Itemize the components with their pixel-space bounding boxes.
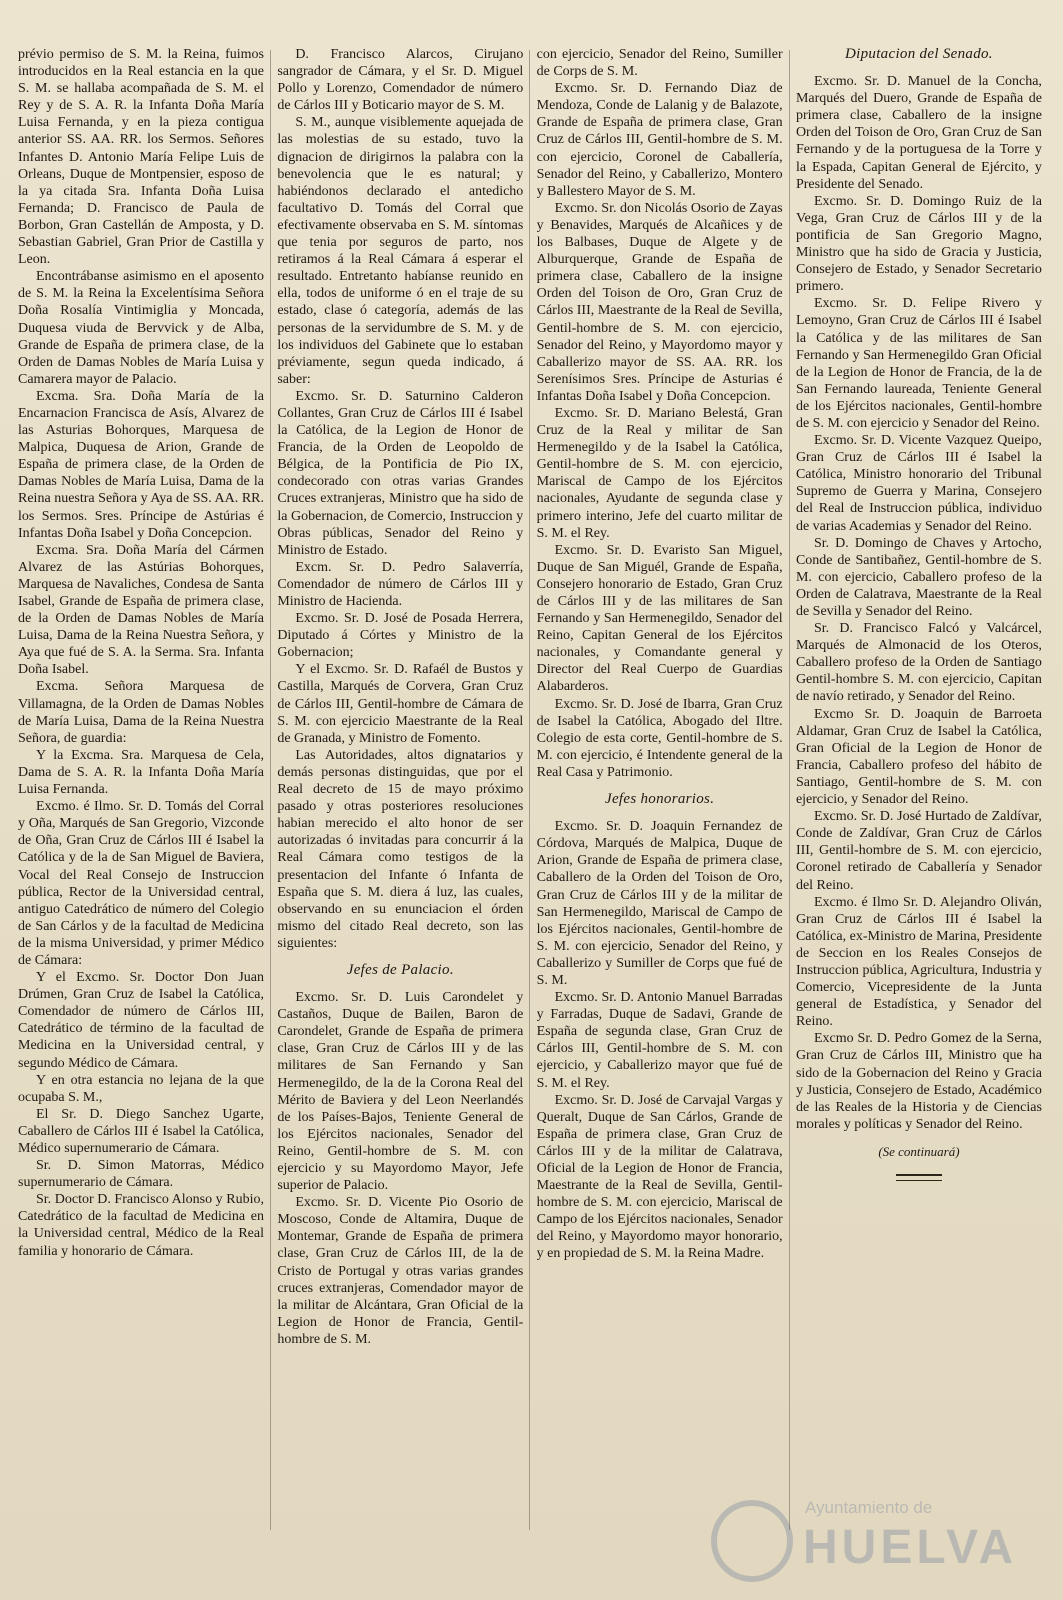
paragraph: Excmo. Sr. D. José de Posada Herrera, Diputado á Córtes y Ministro de la Gobernacion; [277, 611, 524, 661]
watermark-top-text: Ayuntamiento de [805, 1498, 933, 1517]
paragraph: Excmo. é Ilmo. Sr. D. Tomás del Corral y Oña, Marqués de San Gregorio, Vizconde de Oña, Gran Cruz de Cárlos III é Isabel la Católica y de la de San Miguel de Baviera, Vocal del Real Consejo de Instruccion pública, Rector de la Universidad central, antiguo Catedrático de número del Colegio de San Cárlos y de la facultad de Medicina de la misma Universidad, y primer Médico de Cámara: [18, 799, 264, 968]
paragraph: Excma. Señora Marquesa de Villamagna, de la Orden de Damas Nobles de María Luisa, Dama de la Reina Nuestra Señora, de guardia: [18, 679, 264, 746]
paragraph: Excmo. Sr. D. Antonio Manuel Barradas y Farradas, Duque de Sadavi, Grande de España de segunda clase, Gran Cruz de Cárlos III, Gentil-hombre de S. M. con ejercicio, y Caballerizo mayor que fué de S. M. el Rey. [536, 990, 783, 1091]
paragraph: Excmo. Sr. D. Vicente Pio Osorio de Moscoso, Conde de Altamira, Duque de Montemar, Grande de España de primera clase, Gran Cruz de Cárlos III, de la de Cristo de Portugal y otras varias grandes cruces extranjeras, Comendador mayor de la militar de Alcántara, Gran Oficial de la Legion de Honor de Francia, Gentil-hombre de S. M. [277, 1195, 524, 1347]
paragraph: Y la Excma. Sra. Marquesa de Cela, Dama de S. A. R. la Infanta Doña María Luisa Fernanda. [18, 747, 264, 798]
paragraph: Excmo. Sr. D. Mariano Belestá, Gran Cruz de la Real y militar de San Hermenegildo y de la Isabel la Católica, Gentil-hombre de S. M. con ejercicio, Mariscal de Campo de los Ejércitos nacionales, Ayudante de segunda clase y primero interino, Jefe del cuarto militar de S. M. el Rey. [536, 405, 783, 541]
columns [18, 46, 1042, 1566]
paragraph: Excmo. Sr. D. Domingo Ruiz de la Vega, Gran Cruz de Cárlos III y de la pontificia de San Gregorio Magno, Ministro que ha sido de Gracia y Justicia, Consejero de Estado, y Senador Secretario primero. [795, 193, 1042, 295]
paragraph: Excmo. Sr. D. Vicente Vazquez Queipo, Gran Cruz de Cárlos III é Isabel la Católica, Ministro honorario del Tribunal Supremo de Guerra y Marina, Consejero del Real de Instruccion pública, individuo de varias Academias y Senador del Reino. [795, 433, 1042, 534]
paragraph: S. M., aunque visiblemente aquejada de las molestias de su estado, tuvo la dignacion de dirigirnos la palabra con la benevolencia que le es natural; y habiéndonos declarado el antedicho facultativo D. Tomás del Corral que efectivamente observaba en S. M. síntomas que tenia por seguros de parto, nos retiramos á la Real Cámara á esperar el resultado. Entretanto habíanse reunido en ella, todos de uniforme ó en el traje de su estado, clase ó categoría, además de las personas de la servidumbre de S. M. y de los individuos del Gabinete que lo estaban préviamente, segun queda indicado, á saber: [277, 115, 524, 387]
column-divider [270, 50, 271, 1530]
column-4 [796, 46, 1042, 1566]
section-heading: Jefes honorarios. [604, 791, 715, 808]
paragraph: Y el Excmo. Sr. D. Rafaél de Bustos y Castilla, Marqués de Corvera, Gran Cruz de Cárlos III, Gentil-hombre de Cámara de S. M. con ejercicio Maestrante de la Real de Granada, y Ministro de Fomento. [277, 662, 524, 746]
end-rule [896, 1174, 942, 1181]
paragraph: Excma. Sra. Doña María del Cármen Alvarez de las Astúrias Bohorques, Marquesa de Navaliches, Condesa de Santa Isabel, Grande de España de primera clase, de la Orden de Damas Nobles de María Luisa, Dama de la Reina Nuestra Señora, y Aya que fué de S. A. la Serma. Sra. Infanta Doña Isabel. [18, 542, 264, 678]
section-heading: Diputacion del Senado. [845, 46, 993, 62]
paragraph: D. Francisco Alarcos, Cirujano sangrador de Cámara, y el Sr. D. Miguel Pollo y Lorenzo, Comendador de número de Cárlos III y Boticario mayor de S. M. [277, 47, 524, 114]
paragraph: Excmo. Sr. D. Evaristo San Miguel, Duque de San Miguél, Grande de España, Consejero honorario de Estado, Gran Cruz de Cárlos III y de las militares de San Fernando y San Hermenegildo, Senador del Reino, Capitan General de los Ejércitos nacionales, y Comandante general y Director del Real Cuerpo de Guardias Alabarderos. [536, 542, 783, 695]
paragraph: Excmo Sr. D. Pedro Gomez de la Serna, Gran Cruz de Cárlos III, Ministro que ha sido de la Gobernacion del Reino y Gracia y Justicia, Consejero de Estado, Académico de las Reales de la Historia y de Ciencias morales y políticas y Senador del Reino. [795, 1031, 1042, 1132]
column-1 [18, 46, 264, 1566]
paragraph: Excmo. Sr. D. José de Ibarra, Gran Cruz de Isabel la Católica, Abogado del Iltre. Colegio de esta corte, Gentil-hombre de S. M. con ejercicio, é Intendente general de la Real Casa y Patrimonio. [536, 696, 783, 780]
paragraph: Sr. D. Domingo de Chaves y Artocho, Conde de Santibañez, Gentil-hombre de S. M. con ejercicio, Caballero profeso de la Orden de Calatrava, Maestrante de la Real de Sevilla y Senador del Reino. [795, 535, 1042, 619]
paragraph: Excmo. Sr. D. Joaquin Fernandez de Córdova, Marqués de Malpica, Duque de Arion, Grande de España de primera clase, Caballero de la Orden del Toison de Oro, Gran Cruz de Cárlos III y de la militar de San Hermenegildo, Mariscal de Campo de los Ejércitos nacionales, Gentil-hombre de S. M. con ejercicio, Senador del Reino, y Caballerizo y Sumiller de Corps que fué de S. M. [536, 819, 783, 988]
column-divider [529, 50, 530, 1530]
paragraph: Excma. Sra. Doña María de la Encarnacion Francisca de Asís, Alvarez de las Asturias Bohorques, Marquesa de Malpica, Duquesa de Arion, Grande de España de primera clase, de la Orden de Damas Nobles de María Luisa, Dama de la Reina nuestra Señora y Aya de SS. AA. RR. los Sermos. Sres. Príncipe de Astúrias é Infantas Doña Isabel y Doña Concepcion. [18, 388, 264, 541]
paragraph: Encontrábanse asimismo en el aposento de S. M. la Reina la Excelentísima Señora Doña Rosalía Vintimiglia y Moncada, Duquesa viuda de Bervvick y de Alba, Grande de España de primera clase, de la Orden de Damas Nobles de María Luisa y Camarera mayor de Palacio. [18, 269, 264, 387]
paragraph: El Sr. D. Diego Sanchez Ugarte, Caballero de Cárlos III é Isabel la Católica, Médico supernumerario de Cámara. [18, 1106, 264, 1156]
paragraph: Excmo. Sr. D. Luis Carondelet y Castaños, Duque de Bailen, Baron de Carondelet, Grande de España de primera clase, Gran Cruz de Cárlos III y de las militares de San Fernando y San Hermenegildo, de la de la Corona Real del Mérito de Baviera y del Leon Neerlandés de los Países-Bajos, Teniente General de los Ejércitos nacionales, Senador del Reino, Gentil-hombre de S. M. con ejercicio y su Mayordomo Mayor, Jefe superior de Palacio. [277, 990, 524, 1194]
paragraph: Y el Excmo. Sr. Doctor Don Juan Drúmen, Gran Cruz de Isabel la Católica, Comendador de número de Cárlos III, Catedrático de término de la facultad de Medicina en la Universidad central, y segundo Médico de Cámara. [18, 970, 264, 1071]
paragraph: Excmo. Sr. D. José de Carvajal Vargas y Queralt, Duque de San Cárlos, Grande de España de primera clase, Gran Cruz de Cárlos III y de la militar de Calatrava, Oficial de la Legion de Honor de Francia, Maestrante de la Real de Sevilla, Gentil-hombre de S. M. con ejercicio, Mariscal de Campo de los Ejércitos nacionales, Senador del Reino, y Mayordomo mayor honorario, y en propiedad de S. M. la Reina Madre. [536, 1092, 783, 1262]
paragraph: Excmo. Sr. D. Fernando Diaz de Mendoza, Conde de Lalanig y de Balazote, Grande de España de primera clase, Gran Cruz de Cárlos III, Gentil-hombre de S. M. con ejercicio, Coronel de Caballería, Senador del Reino, y Caballerizo, Montero y Ballestero Mayor de S. M. [536, 81, 783, 199]
section-heading: Jefes de Palacio. [346, 961, 454, 978]
paragraph: Sr. D. Simon Matorras, Médico supernumerario de Cámara. [18, 1158, 264, 1191]
archive-watermark [711, 1490, 1041, 1582]
paragraph: Sr. Doctor D. Francisco Alonso y Rubio, Catedrático de la facultad de Medicina en la Universidad central, Médico de la Real familia y honorario de Cámara. [18, 1192, 264, 1259]
column-2 [277, 46, 523, 1566]
paragraph: con ejercicio, Senador del Reino, Sumiller de Corps de S. M. [536, 47, 783, 80]
paragraph: Y en otra estancia no lejana de la que ocupaba S. M., [18, 1072, 264, 1105]
column-divider [789, 50, 790, 1530]
paragraph: Excmo. Sr. D. José Hurtado de Zaldívar, Conde de Zaldívar, Gran Cruz de Cárlos III, Gentil-hombre de S. M. con ejercicio, Coronel retirado de Caballería y Senador del Reino. [795, 809, 1042, 893]
paragraph: Las Autoridades, altos dignatarios y demás personas distinguidas, que por el Real decreto de 15 de mayo próximo pasado y otras posteriores resoluciones habian merecido el alto honor de ser autorizadas ó invitadas para concurrir á la Real Cámara como testigos de la presentacion del Infante ó Infanta de España que S. M. diera á luz, las cuales, observando en su enunciacion el órden mismo del citado Real decreto, son las siguientes: [277, 747, 524, 951]
continuation-note: (Se continuará) [878, 1143, 960, 1159]
paragraph: Excmo Sr. D. Joaquin de Barroeta Aldamar, Gran Cruz de Isabel la Católica, Gran Oficial de la Legion de Honor de Francia, Caballero profeso del hábito de Santiago, Gentil-hombre de S. M. con ejercicio, y Senador del Reino. [795, 706, 1042, 808]
paragraph: Excmo. Sr. don Nicolás Osorio de Zayas y Benavides, Marqués de Alcañices y de los Balbases, Duque de Algete y de Alburquerque, Grande de España de primera clase, Caballero de la insigne Orden del Toison de Oro, Gran Cruz de Cárlos III, Maestrante de la Real de Sevilla, Gentil-hombre de S. M. con ejercicio, Senador del Reino, y Mayordomo mayor y Caballerizo mayor de SS. AA. RR. los Serenísimos Sres. Príncipe de Asturias é Infantas Doña Isabel y Doña Concepcion. [536, 200, 783, 404]
paragraph: Excm. Sr. D. Pedro Salaverría, Comendador de número de Cárlos III y Ministro de Hacienda. [277, 559, 524, 609]
paragraph: Excmo. Sr. D. Manuel de la Concha, Marqués del Duero, Grande de España de primera clase, Caballero de la insigne Orden del Toison de Oro, Gran Cruz de San Fernando y de la portuguesa de la Torre y la Espada, Capitan General de Ejército, y Presidente del Senado. [795, 74, 1042, 192]
paragraph: Excmo. é Ilmo Sr. D. Alejandro Oliván, Gran Cruz de Cárlos III é Isabel la Católica, ex-Ministro de Marina, Presidente de Seccion en los Reales Consejos de Instruccion pública, Agricultura, Industria y Comercio, Vicepresidente de la Junta general de Estadística, y Senador del Reino. [795, 894, 1042, 1030]
paragraph: Excmo. Sr. D. Saturnino Calderon Collantes, Gran Cruz de Cárlos III é Isabel la Católica, de la Legion de Honor de Francia, de la Orden de Leopoldo de Bélgica, de la Pontificia de Pio IX, condecorado con otras varias Grandes Cruces extranjeras, Ministro que ha sido de la Gobernacion, de Comercio, Instruccion y Obras públicas, Senador del Reino y Ministro de Estado. [277, 388, 524, 558]
watermark-logo-icon [711, 1500, 793, 1582]
watermark-bottom-text: HUELVA [803, 1521, 1018, 1574]
paragraph: Excmo. Sr. D. Felipe Rivero y Lemoyno, Gran Cruz de Cárlos III é Isabel la Católica y de las militares de San Fernando y San Hermenegildo Gran Oficial de la Legion de Honor de Francia, de la de San Fernando laureada, Teniente General de los Ejércitos nacionales, Gentil-hombre de S. M. con ejercicio y Senador del Reino. [795, 296, 1042, 431]
column-3 [537, 46, 783, 1566]
paragraph: Sr. D. Francisco Falcó y Valcárcel, Marqués de Almonacid de los Oteros, Caballero profeso de la Orden de Santiago Gentil-hombre S. M. con ejercicio, Capitan de navío retirado, y Senador del Reino. [795, 621, 1042, 705]
paragraph: prévio permiso de S. M. la Reina, fuimos introducidos en la Real estancia en la que S. M. se hallaba acompañada de S. M. el Rey y de S. A. R. la Infanta Doña María Luisa Fernanda, y en la pieza contigua anterior SS. AA. RR. los Sermos. Señores Infantes D. Antonio María Felipe Luis de Orleans, Duque de Montpensier, esposo de la ya citada Sra. Infanta Doña Luisa Fernanda; D. Francisco de Paula de Borbon, Gran Castellán de Amposta, y D. Sebastian Gabriel, Gran Prior de Castilla y Leon. [18, 47, 264, 268]
